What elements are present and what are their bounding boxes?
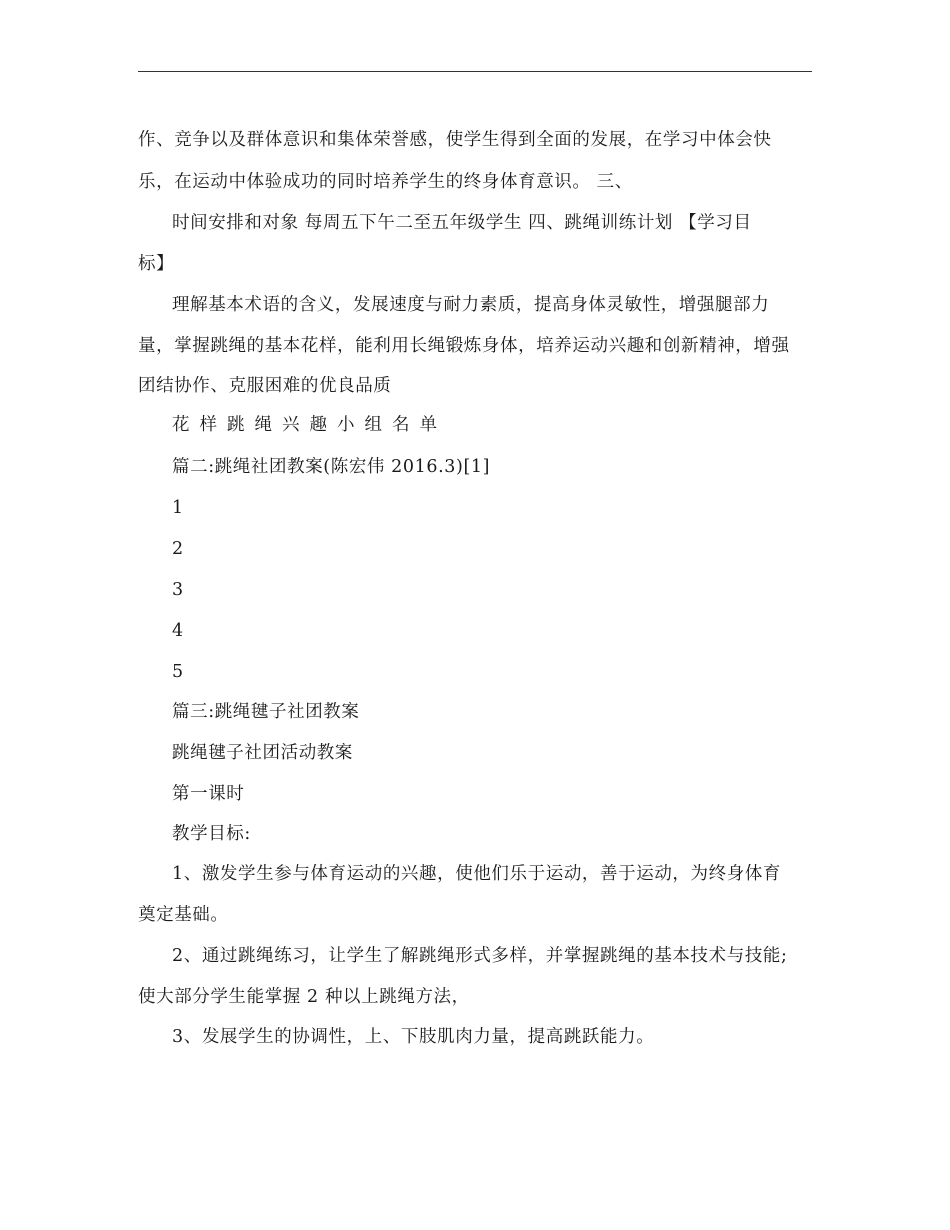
objective-item-continued: 奠定基础。 bbox=[138, 905, 229, 925]
objective-item-continued: 使大部分学生能掌握 2 种以上跳绳方法， bbox=[138, 987, 470, 1007]
section-heading: 篇二:跳绳社团教案(陈宏伟 2016.3)[1] bbox=[172, 457, 491, 477]
list-number: 2 bbox=[172, 539, 184, 559]
paragraph-line: 标】 bbox=[138, 254, 175, 274]
list-number: 1 bbox=[172, 498, 184, 518]
objectives-heading: 教学目标: bbox=[172, 824, 251, 844]
paragraph-line: 理解基本术语的含义，发展速度与耐力素质，提高身体灵敏性，增强腿部力 bbox=[172, 295, 770, 315]
paragraph-line: 作、竞争以及群体意识和集体荣誉感，使学生得到全面的发展，在学习中体会快 bbox=[138, 130, 772, 150]
plan-title: 跳绳毽子社团活动教案 bbox=[172, 743, 353, 763]
list-number: 3 bbox=[172, 580, 184, 600]
objective-item: 3、发展学生的协调性，上、下肢肌肉力量，提高跳跃能力。 bbox=[172, 1027, 655, 1047]
paragraph-line: 量，掌握跳绳的基本花样，能利用长绳锻炼身体，培养运动兴趣和创新精神，增强 bbox=[138, 336, 790, 356]
paragraph-line: 团结协作、克服困难的优良品质 bbox=[138, 376, 392, 396]
list-number: 5 bbox=[172, 662, 184, 682]
header-rule bbox=[138, 71, 812, 72]
objective-item: 1、激发学生参与体育运动的兴趣，使他们乐于运动，善于运动，为终身体育 bbox=[172, 864, 782, 884]
list-number: 4 bbox=[172, 621, 184, 641]
section-heading: 篇三:跳绳毽子社团教案 bbox=[172, 702, 360, 722]
paragraph-line: 乐，在运动中体验成功的同时培养学生的终身体育意识。 三、 bbox=[138, 172, 633, 192]
objective-item: 2、通过跳绳练习，让学生了解跳绳形式多样，并掌握跳绳的基本技术与技能; bbox=[172, 946, 788, 966]
paragraph-line: 时间安排和对象 每周五下午二至五年级学生 四、跳绳训练计划 【学习目 bbox=[172, 213, 752, 233]
roster-heading: 花样跳绳兴趣小组名单 bbox=[172, 415, 447, 435]
lesson-title: 第一课时 bbox=[172, 784, 245, 804]
